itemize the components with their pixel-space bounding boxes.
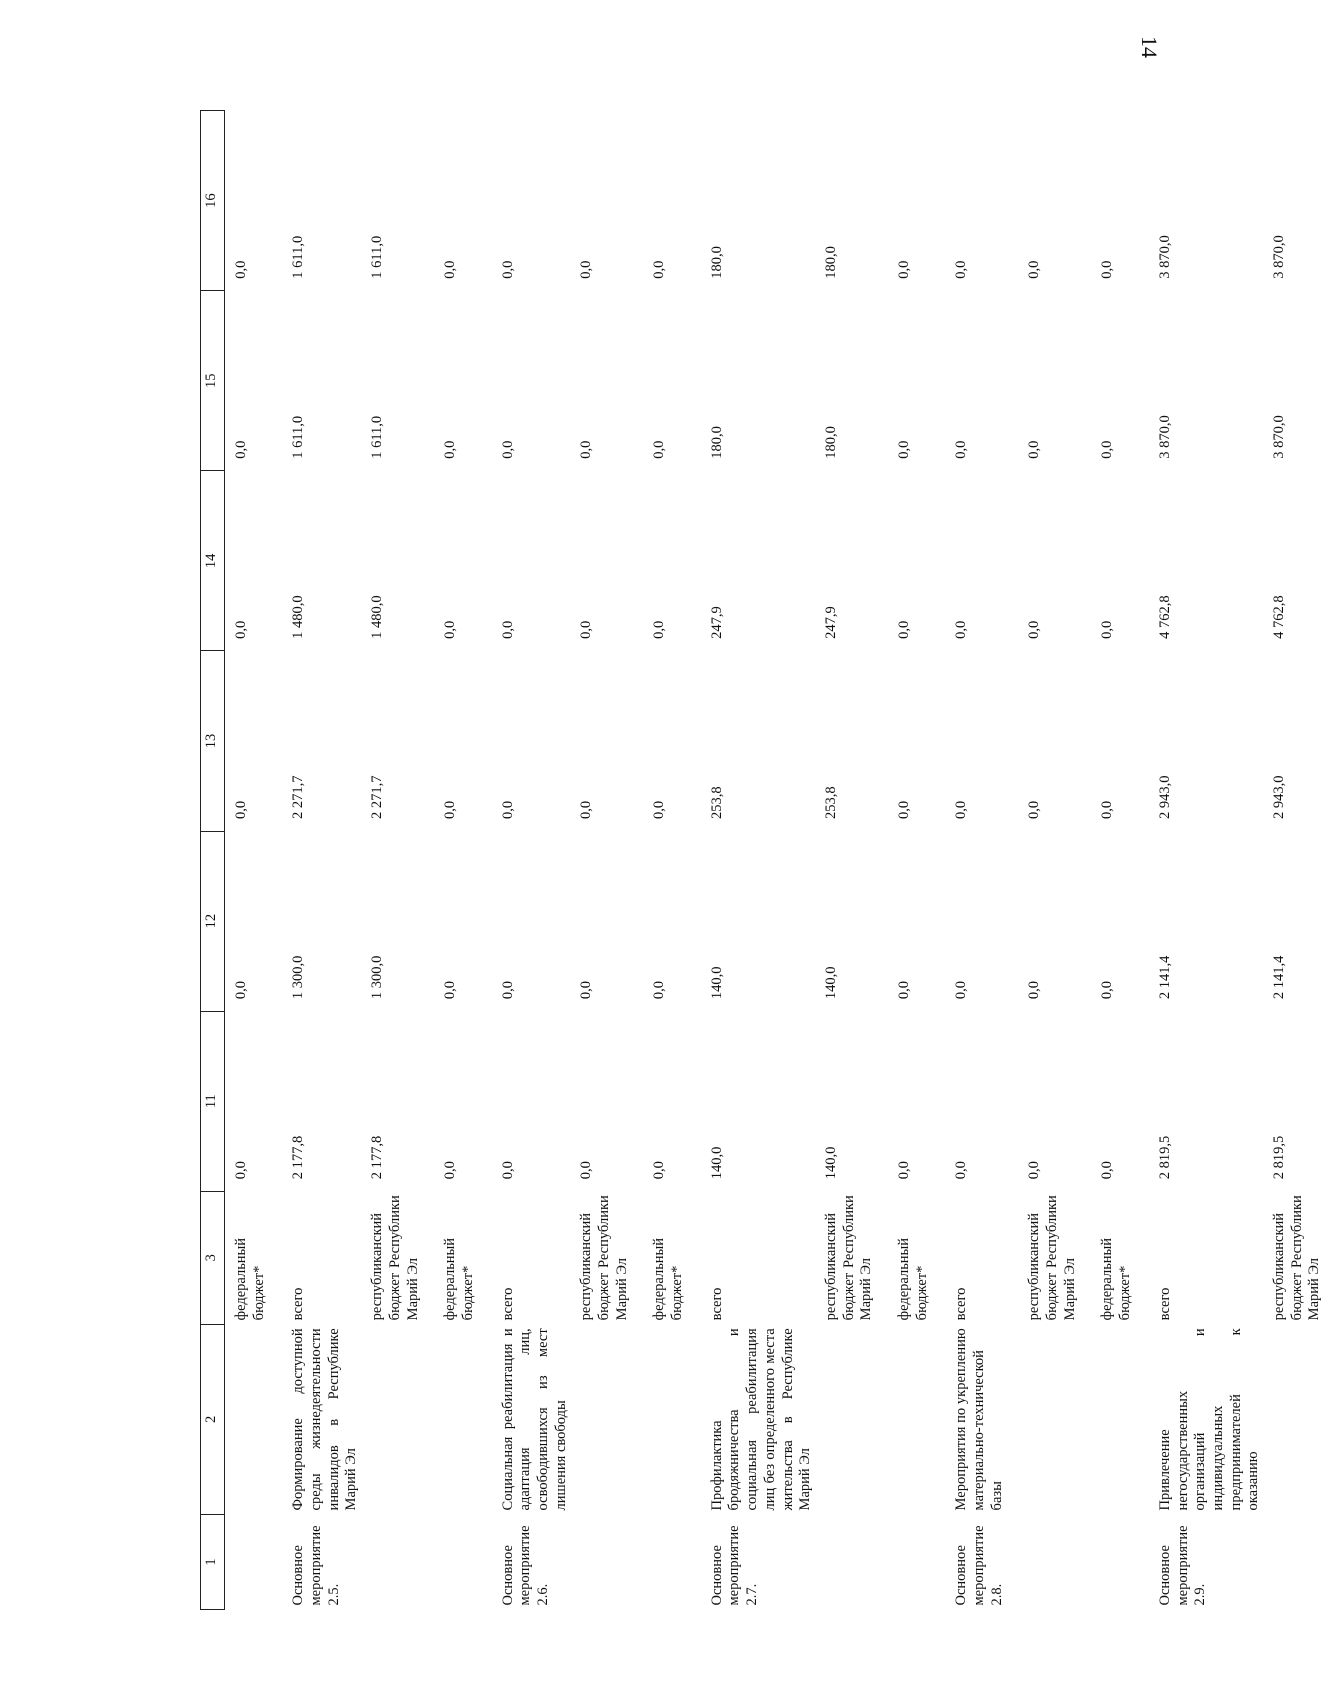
activity-code-cell: [815, 1514, 876, 1609]
activity-name-cell: Привлечение негосударственных организаций и индивидуальных предпринимателей к оказанию: [1156, 1328, 1262, 1511]
amount-cell: 0,0: [442, 260, 459, 279]
amount-cell: 0,0: [233, 800, 249, 820]
amount-cell: 4 762,8: [1270, 595, 1287, 639]
table-row: [931, 111, 1006, 1610]
activity-name-cell: [1263, 1324, 1324, 1514]
amount-cell: 0,0: [895, 800, 912, 820]
column-header: 14: [201, 471, 225, 651]
amount-cell: 253,8: [822, 786, 839, 820]
amount-cell: 180,0: [822, 426, 839, 459]
amount-cell: 0,0: [953, 440, 970, 459]
amount-cell: 140,0: [708, 1146, 725, 1180]
amount-cell: 2 141,4: [1270, 955, 1287, 1000]
amount-cell: 1 480,0: [290, 595, 307, 639]
amount-cell: 2 943,0: [1156, 775, 1173, 820]
activity-code-cell: Основное мероприятие 2.9.: [1156, 1525, 1209, 1606]
amount-cell: 2 177,8: [369, 1135, 386, 1180]
amount-cell: 2 177,8: [290, 1135, 307, 1180]
funding-source-cell: федеральный бюджет*: [651, 1237, 686, 1321]
amount-cell: 2 271,7: [369, 775, 386, 820]
amount-cell: 247,9: [822, 606, 839, 639]
funding-source-cell: федеральный бюджет*: [895, 1237, 930, 1321]
activity-code-cell: [631, 1514, 686, 1609]
funding-source-cell: республиканский бюджет Республики Марий Эл: [1026, 1195, 1078, 1321]
funding-source-cell: всего: [290, 1287, 307, 1321]
amount-cell: 0,0: [233, 440, 249, 459]
amount-cell: 0,0: [895, 620, 912, 639]
activity-name-cell: [815, 1324, 876, 1514]
amount-cell: 0,0: [499, 981, 516, 1000]
column-header: 11: [201, 1011, 225, 1191]
amount-cell: 0,0: [233, 620, 249, 639]
amount-cell: 0,0: [233, 981, 249, 1000]
activity-code-cell: [225, 1514, 269, 1609]
amount-cell: 0,0: [1026, 440, 1043, 459]
amount-cell: 0,0: [651, 1161, 668, 1180]
amount-cell: 0,0: [578, 981, 595, 1000]
page-number: 14: [1137, 36, 1162, 58]
table-row: [1079, 111, 1134, 1610]
amount-cell: 3 870,0: [1156, 235, 1173, 279]
amount-cell: 247,9: [708, 606, 725, 639]
column-header: 16: [201, 111, 225, 291]
amount-cell: 0,0: [651, 800, 668, 820]
amount-cell: 2 271,7: [290, 775, 307, 820]
amount-cell: 0,0: [578, 620, 595, 639]
table-row: [876, 111, 931, 1610]
amount-cell: 0,0: [233, 260, 249, 279]
amount-cell: 0,0: [1099, 1161, 1116, 1180]
funding-source-cell: всего: [1156, 1287, 1173, 1321]
activity-code-cell: [1006, 1514, 1079, 1609]
amount-cell: 0,0: [578, 1161, 595, 1180]
amount-cell: 4 762,8: [1156, 595, 1173, 639]
amount-cell: 2 141,4: [1156, 955, 1173, 1000]
funding-source-cell: федеральный бюджет*: [1099, 1237, 1134, 1321]
amount-cell: 1 300,0: [369, 955, 386, 1000]
amount-cell: 180,0: [822, 246, 839, 279]
amount-cell: 0,0: [499, 440, 516, 459]
activity-code-cell: Основное мероприятие 2.7.: [708, 1525, 761, 1606]
amount-cell: 1 480,0: [369, 595, 386, 639]
funding-source-cell: республиканский бюджет Республики Марий Эл: [822, 1195, 875, 1321]
amount-cell: 0,0: [578, 440, 595, 459]
table-row: [815, 111, 876, 1610]
activity-name-cell: [570, 1324, 631, 1514]
table-row: [1006, 111, 1079, 1610]
amount-cell: 3 870,0: [1270, 235, 1287, 279]
table-row: [687, 111, 815, 1610]
table-row: [422, 111, 477, 1610]
amount-cell: 0,0: [1099, 800, 1116, 820]
amount-cell: 0,0: [442, 981, 459, 1000]
amount-cell: 0,0: [953, 260, 970, 279]
activity-name-cell: [361, 1324, 422, 1514]
table-row: [478, 111, 571, 1610]
column-header: 13: [201, 651, 225, 831]
activity-name-cell: [1006, 1324, 1079, 1514]
activity-code-cell: [361, 1514, 422, 1609]
amount-cell: 0,0: [895, 260, 912, 279]
amount-cell: 0,0: [953, 1161, 970, 1180]
amount-cell: 2 819,5: [1156, 1135, 1173, 1180]
table-row: [225, 111, 269, 1610]
table-row: [631, 111, 686, 1610]
activity-name-cell: Профилактика бродяжничества и социальная реабилитация лиц без определенного места жительства в Республике Марий Эл: [708, 1328, 814, 1511]
amount-cell: 0,0: [1099, 440, 1116, 459]
funding-source-cell: всего: [708, 1287, 725, 1321]
amount-cell: 1 611,0: [290, 235, 307, 279]
amount-cell: 0,0: [499, 260, 516, 279]
amount-cell: 0,0: [895, 1161, 912, 1180]
activity-code-cell: [422, 1514, 477, 1609]
amount-cell: 180,0: [708, 246, 725, 279]
amount-cell: 0,0: [895, 440, 912, 459]
funding-source-cell: всего: [499, 1287, 516, 1321]
activity-name-cell: Формирование доступной среды жизнедеятельности инвалидов в Республике Марий Эл: [290, 1328, 360, 1511]
amount-cell: 0,0: [651, 260, 668, 279]
amount-cell: 3 870,0: [1270, 415, 1287, 459]
amount-cell: 0,0: [1099, 981, 1116, 1000]
amount-cell: 0,0: [1026, 260, 1043, 279]
amount-cell: 2 819,5: [1270, 1135, 1287, 1180]
budget-table: [200, 110, 1324, 1610]
column-header: 15: [201, 291, 225, 471]
amount-cell: 0,0: [651, 620, 668, 639]
column-header: 1: [201, 1514, 225, 1609]
activity-name-cell: Социальная реабилитация и адаптация лиц, освободившихся из мест лишения свободы: [499, 1328, 569, 1511]
activity-name-cell: [225, 1324, 269, 1514]
activity-code-cell: [1079, 1514, 1134, 1609]
amount-cell: 140,0: [708, 966, 725, 1000]
table-row: [1135, 111, 1263, 1610]
amount-cell: 1 611,0: [369, 415, 386, 459]
amount-cell: 2 943,0: [1270, 775, 1287, 820]
amount-cell: 0,0: [651, 981, 668, 1000]
column-header: 3: [201, 1191, 225, 1324]
activity-code-cell: [876, 1514, 931, 1609]
column-header: 2: [201, 1324, 225, 1514]
funding-source-cell: федеральный бюджет*: [442, 1237, 476, 1321]
table-row: [1263, 111, 1324, 1610]
amount-cell: 0,0: [651, 440, 668, 459]
table-row: [268, 111, 361, 1610]
amount-cell: 0,0: [442, 800, 459, 820]
activity-name-cell: [876, 1324, 931, 1514]
amount-cell: 253,8: [708, 786, 725, 820]
amount-cell: 0,0: [578, 800, 595, 820]
amount-cell: 1 300,0: [290, 955, 307, 1000]
amount-cell: 0,0: [499, 1161, 516, 1180]
amount-cell: 0,0: [1026, 981, 1043, 1000]
amount-cell: 0,0: [953, 620, 970, 639]
activity-name-cell: [1079, 1324, 1134, 1514]
activity-name-cell: [631, 1324, 686, 1514]
funding-source-cell: республиканский бюджет Республики Марий Эл: [578, 1195, 630, 1321]
funding-source-cell: республиканский бюджет Республики Марий Эл: [1270, 1195, 1323, 1321]
activity-code-cell: [1263, 1514, 1324, 1609]
amount-cell: 0,0: [499, 800, 516, 820]
amount-cell: 140,0: [822, 966, 839, 1000]
amount-cell: 0,0: [233, 1161, 249, 1180]
activity-name-cell: [422, 1324, 477, 1514]
amount-cell: 0,0: [1099, 260, 1116, 279]
amount-cell: 0,0: [1026, 620, 1043, 639]
budget-table-sheet: [200, 110, 1323, 1610]
amount-cell: 0,0: [1026, 800, 1043, 820]
funding-source-cell: федеральный бюджет*: [233, 1237, 267, 1321]
amount-cell: 1 611,0: [290, 415, 307, 459]
amount-cell: 0,0: [442, 620, 459, 639]
amount-cell: 0,0: [1099, 620, 1116, 639]
amount-cell: 0,0: [442, 440, 459, 459]
funding-source-cell: всего: [953, 1287, 970, 1321]
activity-code-cell: Основное мероприятие 2.8.: [953, 1525, 1005, 1606]
table-row: [570, 111, 631, 1610]
activity-code-cell: Основное мероприятие 2.6.: [499, 1525, 551, 1606]
amount-cell: 1 611,0: [369, 235, 386, 279]
funding-source-cell: республиканский бюджет Республики Марий Эл: [369, 1195, 421, 1321]
amount-cell: 0,0: [499, 620, 516, 639]
amount-cell: 180,0: [708, 426, 725, 459]
table-row: [361, 111, 422, 1610]
amount-cell: 0,0: [895, 981, 912, 1000]
amount-cell: 0,0: [578, 260, 595, 279]
amount-cell: 3 870,0: [1156, 415, 1173, 459]
activity-name-cell: Мероприятия по укреплению материально-технической базы: [953, 1328, 1005, 1511]
amount-cell: 0,0: [953, 981, 970, 1000]
activity-code-cell: [570, 1514, 631, 1609]
amount-cell: 0,0: [1026, 1161, 1043, 1180]
column-header: 12: [201, 831, 225, 1011]
activity-code-cell: Основное мероприятие 2.5.: [290, 1525, 342, 1606]
table-body: [225, 111, 1324, 1610]
amount-cell: 140,0: [822, 1146, 839, 1180]
table-header-row: [201, 111, 225, 1610]
amount-cell: 0,0: [953, 800, 970, 820]
amount-cell: 0,0: [442, 1161, 459, 1180]
